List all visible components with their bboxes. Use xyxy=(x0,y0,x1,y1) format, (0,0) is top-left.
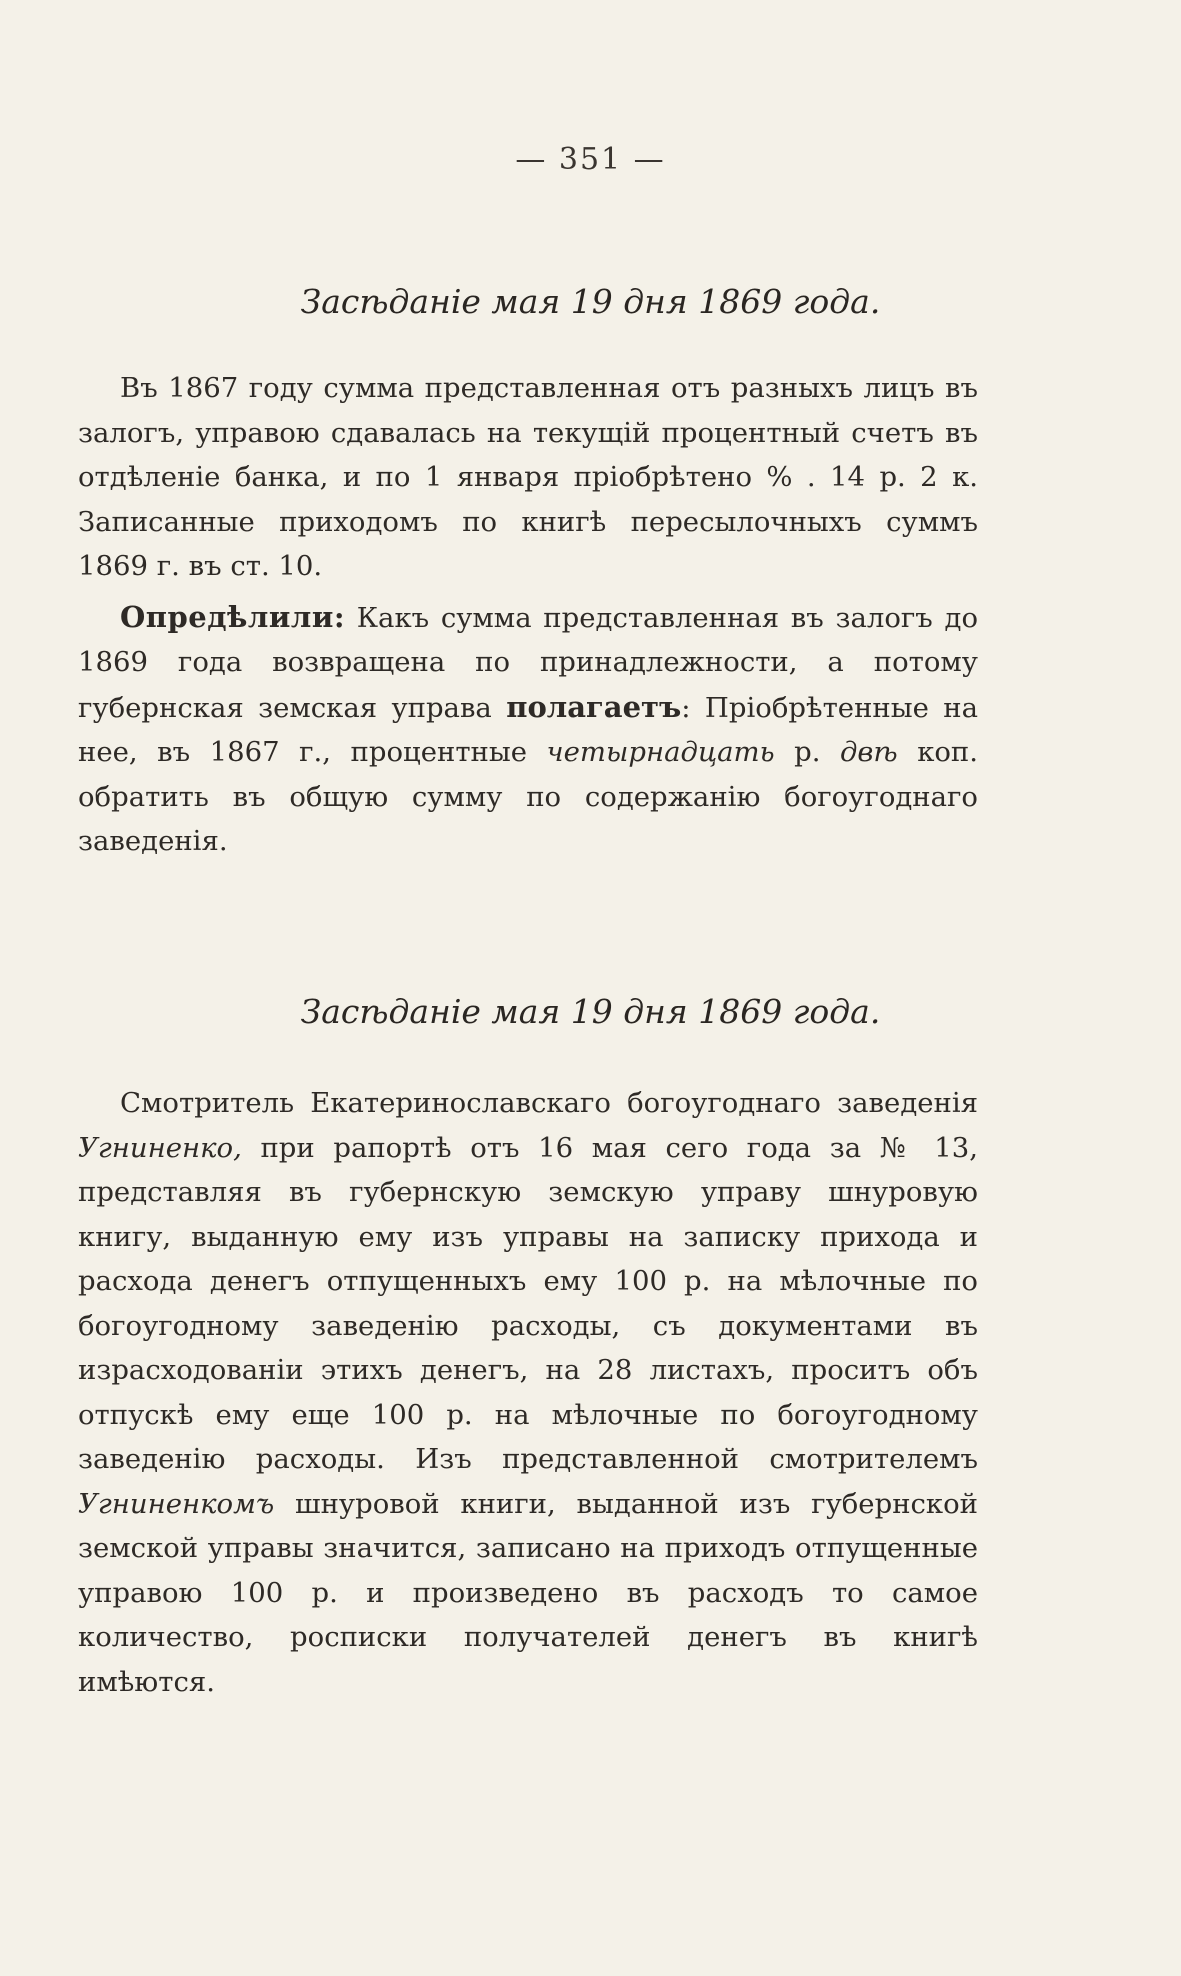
section-1-heading: Засѣданіе мая 19 дня 1869 года. xyxy=(300,282,881,321)
resolution-lead: Опредѣлили: xyxy=(120,599,346,634)
resolution-italic-1: четырнадцать xyxy=(546,736,775,768)
resolution-text-2: : Пріобрѣтенные на нее, въ 1867 г., процентные xyxy=(78,691,979,768)
report-text-1: Смотритель Екатеринославскаго богоугоднаго заведенія xyxy=(120,1087,978,1119)
resolution-italic-2: двѣ xyxy=(839,736,898,768)
resolution-text-4: коп. обратить въ общую сумму по содержанію богоугоднаго заведенія. xyxy=(78,736,979,857)
report-text-2: при рапортѣ отъ 16 мая сего года за № 13, представляя въ губернскую земскую управу шнуровую книгу, выданную ему изъ управы на записку прихода и расхода денегъ отпущенныхъ ему 100 р. на мѣлочные по богоугодному заведенію расходы, съ документами въ израсходованіи этихъ денегъ, на 28 листахъ, проситъ объ отпускѣ ему еще 100 р. на мѣлочные по богоугодному заведенію расходы. Изъ представленной смотрителемъ xyxy=(78,1131,978,1475)
report-text-3: шнуровой книги, выданной изъ губернской земской управы значится, записано на приходъ отпущенные управою 100 р. и произведено въ расходъ то самое количество, росписки получателей денегъ въ книгѣ имѣются. xyxy=(78,1487,978,1698)
page-number: — 351 — xyxy=(515,142,666,177)
section-1-paragraph-1: Въ 1867 году сумма представленная отъ разныхъ лицъ въ залогъ, управою сдавалась на текущій процентный счетъ въ отдѣленіе банка, и по 1 января пріобрѣтено % . 14 р. 2 к. Записанные приходомъ по книгѣ пересылочныхъ суммъ 1869 г. въ ст. 10. xyxy=(78,372,978,582)
resolution-bold: полагаетъ xyxy=(506,689,682,724)
section-1-body xyxy=(78,366,978,864)
section-2-body xyxy=(78,1081,978,1704)
section-1-paragraph-2 xyxy=(78,595,978,864)
report-italic-1: Угниненко, xyxy=(78,1131,242,1164)
report-italic-2: Угниненкомъ xyxy=(78,1487,275,1520)
resolution-text-3: р. xyxy=(774,736,840,768)
section-2-paragraph-1 xyxy=(78,1081,978,1704)
resolution-text-1: Какъ сумма представленная въ залогъ до 1869 года возвращена по принадлежности, а потому губернская земская управа xyxy=(78,601,978,724)
section-2-heading: Засѣданіе мая 19 дня 1869 года. xyxy=(300,992,881,1031)
